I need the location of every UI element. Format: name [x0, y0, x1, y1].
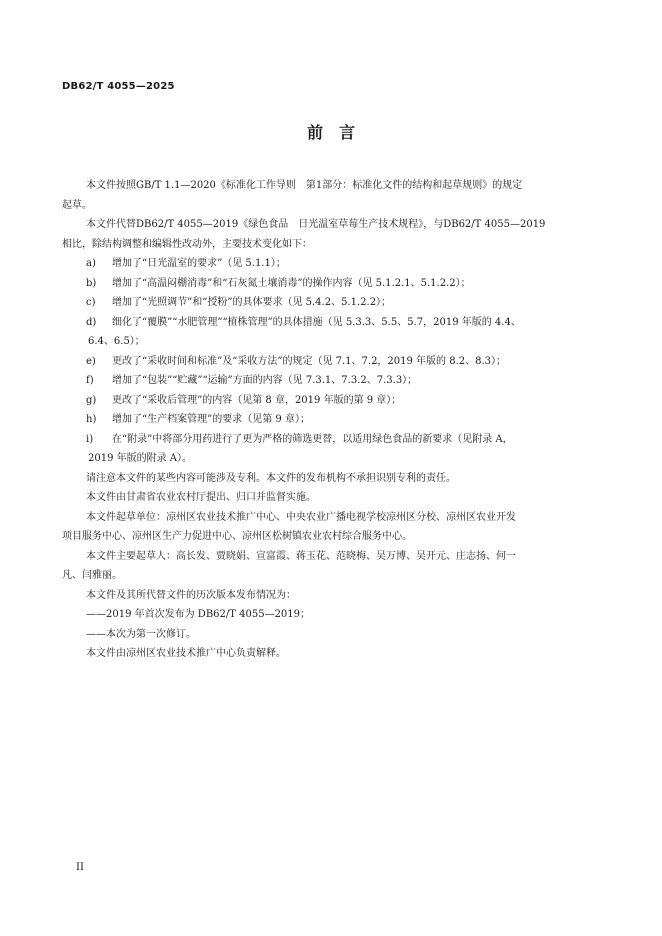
paragraph-line: 起草。	[62, 199, 92, 211]
item-text: 增加了“生产档案管理”的要求（见第 9 章）；	[112, 414, 310, 425]
paragraph-line: 本文件代替DB62/T 4055—2019《绿色食品 日光温室草莓生产技术规程》，与DB62/T 4055—2019	[86, 219, 546, 230]
change-item	[62, 410, 602, 430]
item-label: g)	[86, 394, 97, 406]
item-label: h)	[86, 414, 97, 425]
drafters-continuation: 凡、闫雅丽。	[62, 570, 122, 581]
item-label: c)	[86, 297, 96, 308]
item-label: i)	[86, 433, 94, 445]
item-text: 增加了“包装”“贮藏”“运输”方面的内容（见 7.3.1、7.3.2、7.3.3）；	[112, 375, 418, 386]
item-label: d)	[86, 316, 97, 328]
history-intro: 本文件及其所代替文件的历次版本发布情况为：	[86, 589, 296, 601]
proposer-statement: 本文件由甘肃省农业农村厅提出、归口并监督实施。	[86, 492, 316, 503]
change-item	[62, 313, 602, 333]
item-text: 更改了“采收后管理”的内容（见第 8 章，2019 年版的第 9 章）；	[112, 394, 402, 406]
foreword-body	[62, 176, 602, 664]
item-text: 增加了“日光温室的要求”（见 5.1.1）；	[112, 258, 286, 269]
page-number: II	[76, 862, 84, 873]
paragraph-line: 本文件按照GB/T 1.1—2020《标准化工作导则 第1部分：标准化文件的结构和起草规则》的规定	[86, 180, 523, 191]
change-item	[62, 293, 602, 313]
item-text: 增加了“高温闷棚消毒”和“石灰氮土壤消毒”的操作内容（见 5.1.2.1、5.1.2.2）；	[112, 277, 471, 289]
item-text: 在“附录”中将部分用药进行了更为严格的筛选更替，以适用绿色食品的新要求（见附录 A，	[112, 433, 513, 445]
item-text: 细化了“覆膜”“水肥管理”“植株管理”的具体措施（见 5.3.3、5.5、5.7，2019 年版的 4.4、	[112, 316, 521, 328]
patent-notice: 请注意本文件的某些内容可能涉及专利。本文件的发布机构不承担识别专利的责任。	[86, 472, 456, 484]
item-label: b)	[86, 277, 97, 289]
change-item	[62, 352, 602, 372]
change-item	[62, 430, 602, 450]
drafting-units-continuation: 项目服务中心、凉州区生产力促进中心、凉州区松树镇农业农村综合服务中心。	[62, 531, 412, 542]
change-item	[62, 371, 602, 391]
item-text-continuation: 2019 年版的附录 A）。	[88, 453, 193, 464]
history-item: ——2019 年首次发布为 DB62/T 4055—2019；	[86, 609, 311, 620]
change-item	[62, 274, 602, 294]
standard-code: DB62/T 4055—2025	[62, 81, 175, 92]
interpretation-statement: 本文件由凉州区农业技术推广中心负责解释。	[86, 648, 286, 659]
drafters: 本文件主要起草人：高长发、贾晓娟、宣富霞、蒋玉花、范晓梅、吴万博、吴开元、庄志扬、何一	[86, 550, 516, 562]
item-label: f)	[86, 375, 94, 386]
item-label: a)	[86, 258, 96, 269]
item-text: 增加了“光照调节”和“授粉”的具体要求（见 5.4.2、5.1.2.2）；	[112, 297, 392, 308]
drafting-units: 本文件起草单位：凉州区农业技术推广中心、中央农业广播电视学校凉州区分校、凉州区农业开发	[86, 511, 516, 523]
item-label: e)	[86, 355, 96, 367]
change-item	[62, 391, 602, 411]
change-item	[62, 254, 602, 274]
history-item: ——本次为第一次修订。	[86, 628, 196, 640]
paragraph-line: 相比，除结构调整和编辑性改动外，主要技术变化如下：	[62, 238, 312, 250]
item-text-continuation: 6.4、6.5）；	[88, 336, 145, 347]
page-title: 前 言	[306, 123, 355, 142]
item-text: 更改了“采收时间和标准”及“采收方法”的规定（见 7.1、7.2，2019 年版的 8.2、8.3）；	[112, 355, 507, 367]
